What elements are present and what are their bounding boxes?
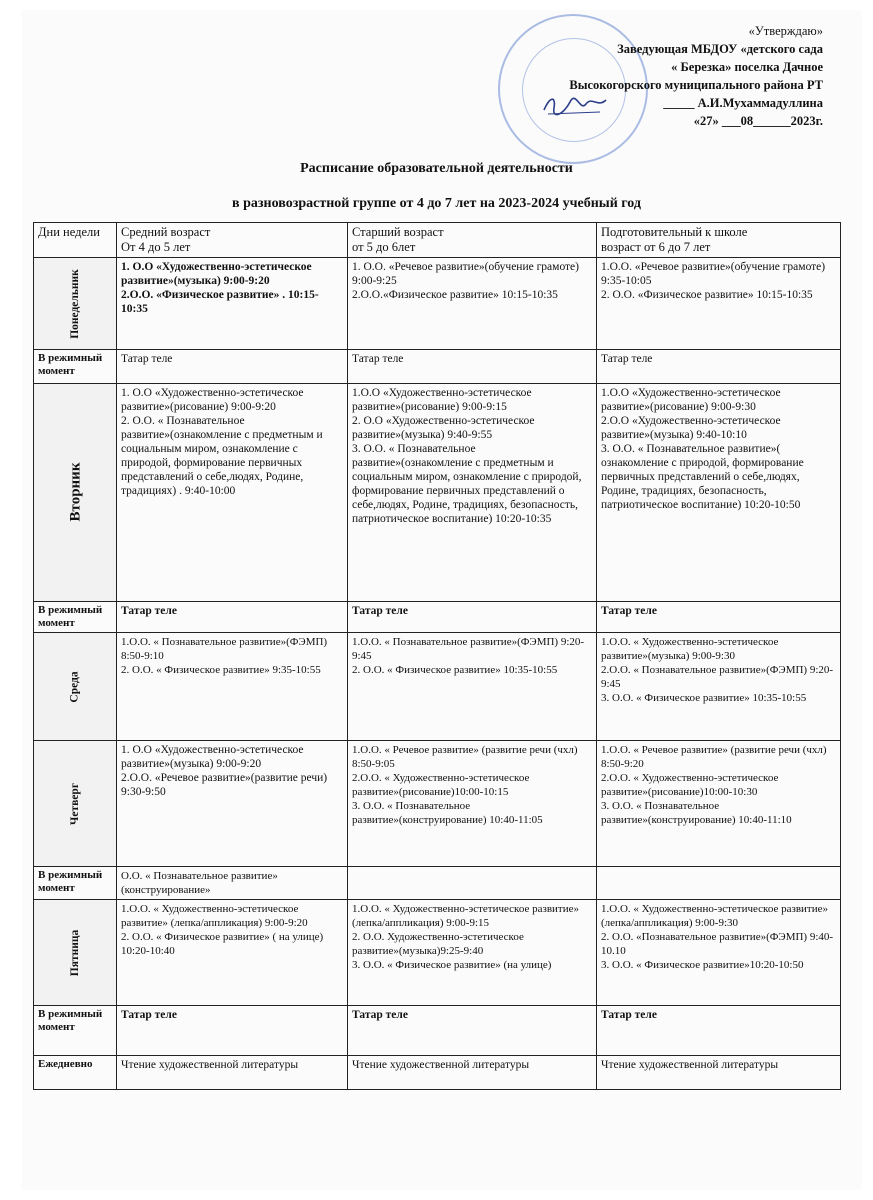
- schedule-cell: 1.О.О. « Речевое развитие» (развитие речи (чхл) 8:50-9:20 2.О.О. « Художественно-эстетическое развитие»(рисование)10:00-10:30 3. О.О. « Познавательное развитие»(конструирование) 10:40-11:10: [597, 741, 841, 867]
- mode-cell: О.О. « Познавательное развитие» (конструирование»: [117, 867, 348, 900]
- mode-label: В режимный момент: [34, 350, 117, 384]
- table-row: [34, 1006, 841, 1056]
- table-row: [34, 900, 841, 1006]
- schedule-cell: 1.О.О. « Художественно-эстетическое развитие» (лепка/аппликация) 9:00-9:20 2. О.О. « Физическое развитие» ( на улице) 10:20-10:40: [117, 900, 348, 1006]
- day-label: Пятница: [68, 929, 81, 976]
- mode-label: В режимный момент: [34, 1006, 117, 1056]
- mode-cell: Татар теле: [597, 602, 841, 633]
- mode-cell: Татар теле: [117, 350, 348, 384]
- schedule-table: [33, 222, 841, 1090]
- header-preparatory-age: Подготовительный к школе возраст от 6 до 7 лет: [597, 223, 841, 258]
- approval-line: Заведующая МБДОУ «детского сада: [617, 42, 823, 56]
- approval-line: Высокогорского муниципального района РТ: [569, 78, 823, 92]
- daily-cell: Чтение художественной литературы: [597, 1056, 841, 1090]
- day-cell: [34, 633, 117, 741]
- page-subtitle: в разновозрастной группе от 4 до 7 лет на 2023-2024 учебный год: [232, 196, 641, 211]
- header-senior-age: Старший возраст от 5 до 6лет: [348, 223, 597, 258]
- header-days: Дни недели: [34, 223, 117, 258]
- schedule-cell: 1. О.О. «Речевое развитие»(обучение грамоте) 9:00-9:25 2.О.О.«Физическое развитие» 10:15-10:35: [348, 258, 597, 350]
- day-label: Среда: [68, 670, 81, 703]
- mode-cell: Татар теле: [597, 350, 841, 384]
- day-cell: [34, 384, 117, 602]
- table-row: [34, 741, 841, 867]
- mode-cell: Татар теле: [348, 350, 597, 384]
- table-row: [34, 633, 841, 741]
- table-row: [34, 350, 841, 384]
- mode-cell: Татар теле: [117, 602, 348, 633]
- page-title: Расписание образовательной деятельности: [300, 161, 573, 176]
- header-middle-age: Средний возраст От 4 до 5 лет: [117, 223, 348, 258]
- schedule-cell: 1.О.О. «Речевое развитие»(обучение грамоте) 9:35-10:05 2. О.О. «Физическое развитие» 10:15-10:35: [597, 258, 841, 350]
- table-row: [34, 867, 841, 900]
- mode-cell: [597, 867, 841, 900]
- table-row: [34, 258, 841, 350]
- day-label: Понедельник: [68, 268, 81, 339]
- mode-cell: [348, 867, 597, 900]
- mode-cell: Татар теле: [348, 602, 597, 633]
- schedule-cell: 1.О.О. « Художественно-эстетическое развитие»(музыка) 9:00-9:30 2.О.О. « Познавательное развитие»(ФЭМП) 9:20-9:45 3. О.О. « Физическое развитие» 10:35-10:55: [597, 633, 841, 741]
- day-label: Ежедневно: [34, 1056, 117, 1090]
- approval-line: _____ А.И.Мухаммадуллина: [663, 96, 823, 110]
- schedule-cell: 1.О.О «Художественно-эстетическое развитие»(рисование) 9:00-9:30 2.О.О «Художественно-эстетическое развитие»(музыка) 9:40-10:10 3. О.О. « Познавательное развитие»( ознакомление с природой, формирование первичных представлений о себе,людях, Родине, традициях, безопасность, патриотическое воспитание) 10:20-10:50: [597, 384, 841, 602]
- day-cell: [34, 741, 117, 867]
- daily-cell: Чтение художественной литературы: [348, 1056, 597, 1090]
- schedule-cell: 1.О.О. « Познавательное развитие»(ФЭМП) 9:20-9:45 2. О.О. « Физическое развитие» 10:35-10:55: [348, 633, 597, 741]
- approval-block: [569, 22, 823, 130]
- schedule-cell: 1.О.О. « Художественно-эстетическое развитие» (лепка/аппликация) 9:00-9:30 2. О.О. «Познавательное развитие»(ФЭМП) 9:40-10.10 3. О.О. « Физическое развитие»10:20-10:50: [597, 900, 841, 1006]
- schedule-cell: 1. О.О «Художественно-эстетическое развитие»(рисование) 9:00-9:20 2. О.О. « Познавательное развитие»(ознакомление с предметным и социальным миром, ознакомление с природой, формирование первичных представлений о себе,людях, Родине, традициях) . 9:40-10:00: [117, 384, 348, 602]
- table-row: [34, 384, 841, 602]
- approval-date: «27» ___08______2023г.: [693, 114, 823, 128]
- approval-line: «Утверждаю»: [748, 24, 823, 38]
- day-label: Вторник: [66, 462, 83, 522]
- schedule-cell: 1.О.О. « Познавательное развитие»(ФЭМП) 8:50-9:10 2. О.О. « Физическое развитие» 9:35-10:55: [117, 633, 348, 741]
- schedule-cell: 1.О.О «Художественно-эстетическое развитие»(рисование) 9:00-9:15 2. О.О «Художественно-эстетическое развитие»(музыка) 9:40-9:55 3. О.О. « Познавательное развитие»(ознакомление с предметным и социальным миром, ознакомление с природой, формирование первичных представлений о себе,людях, Родине, традициях, безопасность, патриотическое воспитание) 10:20-10:35: [348, 384, 597, 602]
- mode-cell: Татар теле: [348, 1006, 597, 1056]
- day-cell: [34, 258, 117, 350]
- mode-cell: Татар теле: [597, 1006, 841, 1056]
- schedule-cell: 1. О.О «Художественно-эстетическое развитие»(музыка) 9:00-9:20 2.О.О. «Физическое развитие» . 10:15-10:35: [117, 258, 348, 350]
- schedule-cell: 1.О.О. « Художественно-эстетическое развитие» (лепка/аппликация) 9:00-9:15 2. О.О. Художественно-эстетическое развитие»(музыка)9:25-9:40 3. О.О. « Физическое развитие» (на улице): [348, 900, 597, 1006]
- mode-cell: Татар теле: [117, 1006, 348, 1056]
- approval-line: « Березка» поселка Дачное: [671, 60, 823, 74]
- mode-label: В режимный момент: [34, 602, 117, 633]
- table-header-row: [34, 223, 841, 258]
- schedule-cell: 1. О.О «Художественно-эстетическое развитие»(музыка) 9:00-9:20 2.О.О. «Речевое развитие»(развитие речи) 9:30-9:50: [117, 741, 348, 867]
- table-row: [34, 602, 841, 633]
- day-cell: [34, 900, 117, 1006]
- day-label: Четверг: [68, 782, 81, 825]
- daily-cell: Чтение художественной литературы: [117, 1056, 348, 1090]
- table-row: [34, 1056, 841, 1090]
- schedule-cell: 1.О.О. « Речевое развитие» (развитие речи (чхл) 8:50-9:05 2.О.О. « Художественно-эстетическое развитие»(рисование)10:00-10:15 3. О.О. « Познавательное развитие»(конструирование) 10:40-11:05: [348, 741, 597, 867]
- mode-label: В режимный момент: [34, 867, 117, 900]
